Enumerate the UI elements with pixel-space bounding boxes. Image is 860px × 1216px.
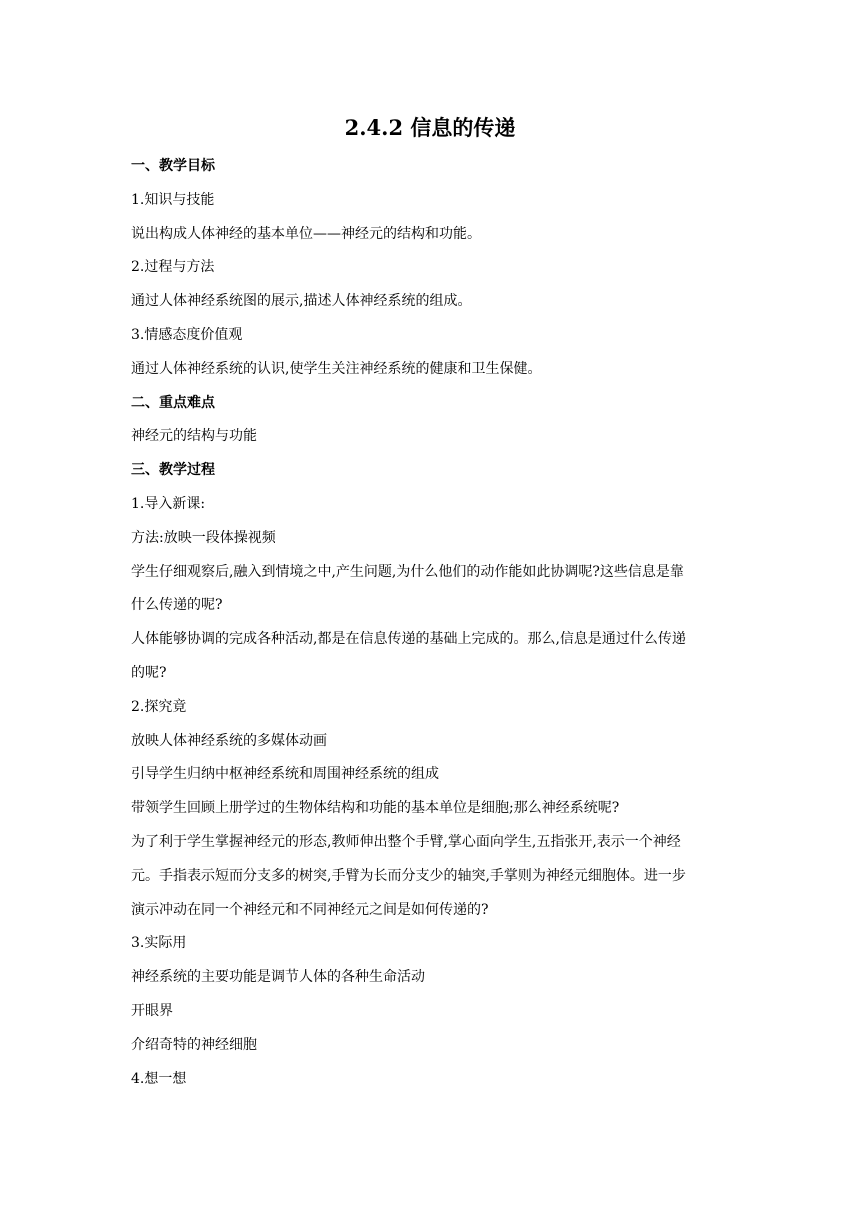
text-line: 为了利于学生掌握神经元的形态,教师伸出整个手臂,掌心面向学生,五指张开,表示一个神经 (131, 833, 681, 850)
text-line: 学生仔细观察后,融入到情境之中,产生问题,为什么他们的动作能如此协调呢?这些信息是靠 (131, 563, 684, 580)
text-line: 2.探究竟 (131, 698, 187, 715)
document-body (131, 150, 731, 1096)
text-line: 开眼界 (131, 1002, 173, 1019)
text-line: 介绍奇特的神经细胞 (131, 1036, 257, 1053)
text-line: 通过人体神经系统图的展示,描述人体神经系统的组成。 (131, 293, 472, 310)
text-line: 方法:放映一段体操视频 (131, 529, 276, 546)
section-heading: 一、教学目标 (131, 158, 215, 174)
text-line: 3.情感态度价值观 (131, 326, 243, 343)
text-line: 什么传递的呢? (131, 597, 223, 614)
text-line: 演示冲动在同一个神经元和不同神经元之间是如何传递的? (131, 901, 489, 918)
text-line: 说出构成人体神经的基本单位——神经元的结构和功能。 (131, 225, 481, 242)
text-line: 神经元的结构与功能 (131, 428, 257, 445)
text-line: 1.知识与技能 (131, 191, 215, 208)
text-line: 引导学生归纳中枢神经系统和周围神经系统的组成 (131, 766, 439, 783)
text-line: 放映人体神经系统的多媒体动画 (131, 732, 327, 749)
text-line: 1.导入新课: (131, 495, 206, 512)
text-line: 2.过程与方法 (131, 259, 215, 276)
section-heading: 三、教学过程 (131, 462, 215, 479)
document-title: 2.4.2 信息的传递 (344, 115, 516, 140)
section-heading: 二、重点难点 (131, 394, 215, 411)
text-line: 的呢? (131, 664, 167, 681)
text-line: 带领学生回顾上册学过的生物体结构和功能的基本单位是细胞;那么神经系统呢? (131, 800, 620, 817)
text-line: 神经系统的主要功能是调节人体的各种生命活动 (131, 969, 425, 986)
text-line: 元。手指表示短而分支多的树突,手臂为长而分支少的轴突,手掌则为神经元细胞体。进一步 (131, 867, 686, 884)
text-line: 通过人体神经系统的认识,使学生关注神经系统的健康和卫生保健。 (131, 360, 542, 377)
text-line: 3.实际用 (131, 935, 187, 952)
text-line: 4.想一想 (131, 1070, 187, 1087)
text-line: 人体能够协调的完成各种活动,都是在信息传递的基础上完成的。那么,信息是通过什么传递 (131, 631, 686, 648)
